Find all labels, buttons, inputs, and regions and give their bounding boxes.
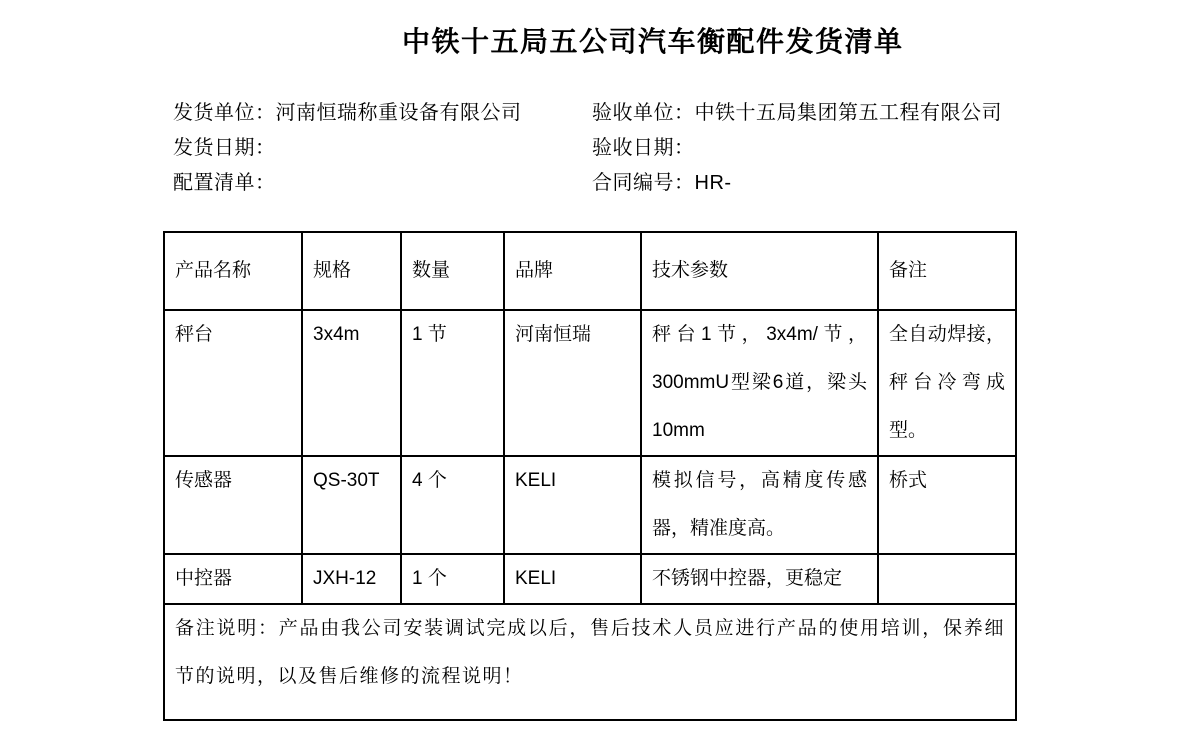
receive-date-label: 验收日期： — [592, 137, 695, 159]
cell-spec: 3x4m — [302, 310, 401, 456]
ship-date-label: 发货日期： — [173, 137, 276, 159]
col-header-quantity: 数量 — [401, 232, 504, 310]
cell-remark — [878, 554, 1016, 604]
col-header-tech-params: 技术参数 — [641, 232, 878, 310]
col-header-brand: 品牌 — [504, 232, 641, 310]
ship-unit-label: 发货单位： — [173, 102, 276, 124]
table-footer-row — [164, 604, 1016, 720]
shipping-info-block — [173, 96, 522, 201]
cell-brand: KELI — [504, 554, 641, 604]
ship-unit-value: 河南恒瑞称重设备有限公司 — [275, 102, 522, 124]
receive-date-line — [592, 131, 1002, 166]
table-row-sensor — [164, 456, 1016, 554]
cell-product-name: 中控器 — [164, 554, 302, 604]
cell-spec: QS-30T — [302, 456, 401, 554]
cell-spec: JXH-12 — [302, 554, 401, 604]
parts-table — [163, 231, 1017, 721]
contract-no-line — [592, 166, 1002, 201]
receive-unit-line — [592, 96, 1002, 131]
cell-tech-params: 秤台1节，3x4m/节，300mmU型梁6道，梁头10mm — [641, 310, 878, 456]
config-list-line — [173, 166, 522, 201]
contract-no-label: 合同编号： — [592, 172, 695, 194]
contract-no-value: HR- — [694, 172, 732, 194]
cell-remark: 桥式 — [878, 456, 1016, 554]
cell-remark: 全自动焊接，秤台冷弯成型。 — [878, 310, 1016, 456]
cell-brand: 河南恒瑞 — [504, 310, 641, 456]
table-row-platform — [164, 310, 1016, 456]
table-header-row — [164, 232, 1016, 310]
col-header-remark: 备注 — [878, 232, 1016, 310]
table-row-controller — [164, 554, 1016, 604]
cell-brand: KELI — [504, 456, 641, 554]
cell-quantity: 4 个 — [401, 456, 504, 554]
cell-tech-params: 不锈钢中控器，更稳定 — [641, 554, 878, 604]
cell-tech-params: 模拟信号，高精度传感器，精准度高。 — [641, 456, 878, 554]
ship-date-line — [173, 131, 522, 166]
col-header-product-name: 产品名称 — [164, 232, 302, 310]
config-list-label: 配置清单： — [173, 172, 276, 194]
receive-unit-value: 中铁十五局集团第五工程有限公司 — [694, 102, 1002, 124]
cell-product-name: 传感器 — [164, 456, 302, 554]
cell-product-name: 秤台 — [164, 310, 302, 456]
receiving-info-block — [592, 96, 1002, 201]
ship-unit-line — [173, 96, 522, 131]
cell-quantity: 1 节 — [401, 310, 504, 456]
page-title: 中铁十五局五公司汽车衡配件发货清单 — [402, 26, 904, 57]
cell-quantity: 1 个 — [401, 554, 504, 604]
remark-note-cell: 备注说明：产品由我公司安装调试完成以后，售后技术人员应进行产品的使用培训，保养细节的说明，以及售后维修的流程说明！ — [164, 604, 1016, 720]
col-header-spec: 规格 — [302, 232, 401, 310]
receive-unit-label: 验收单位： — [592, 102, 695, 124]
